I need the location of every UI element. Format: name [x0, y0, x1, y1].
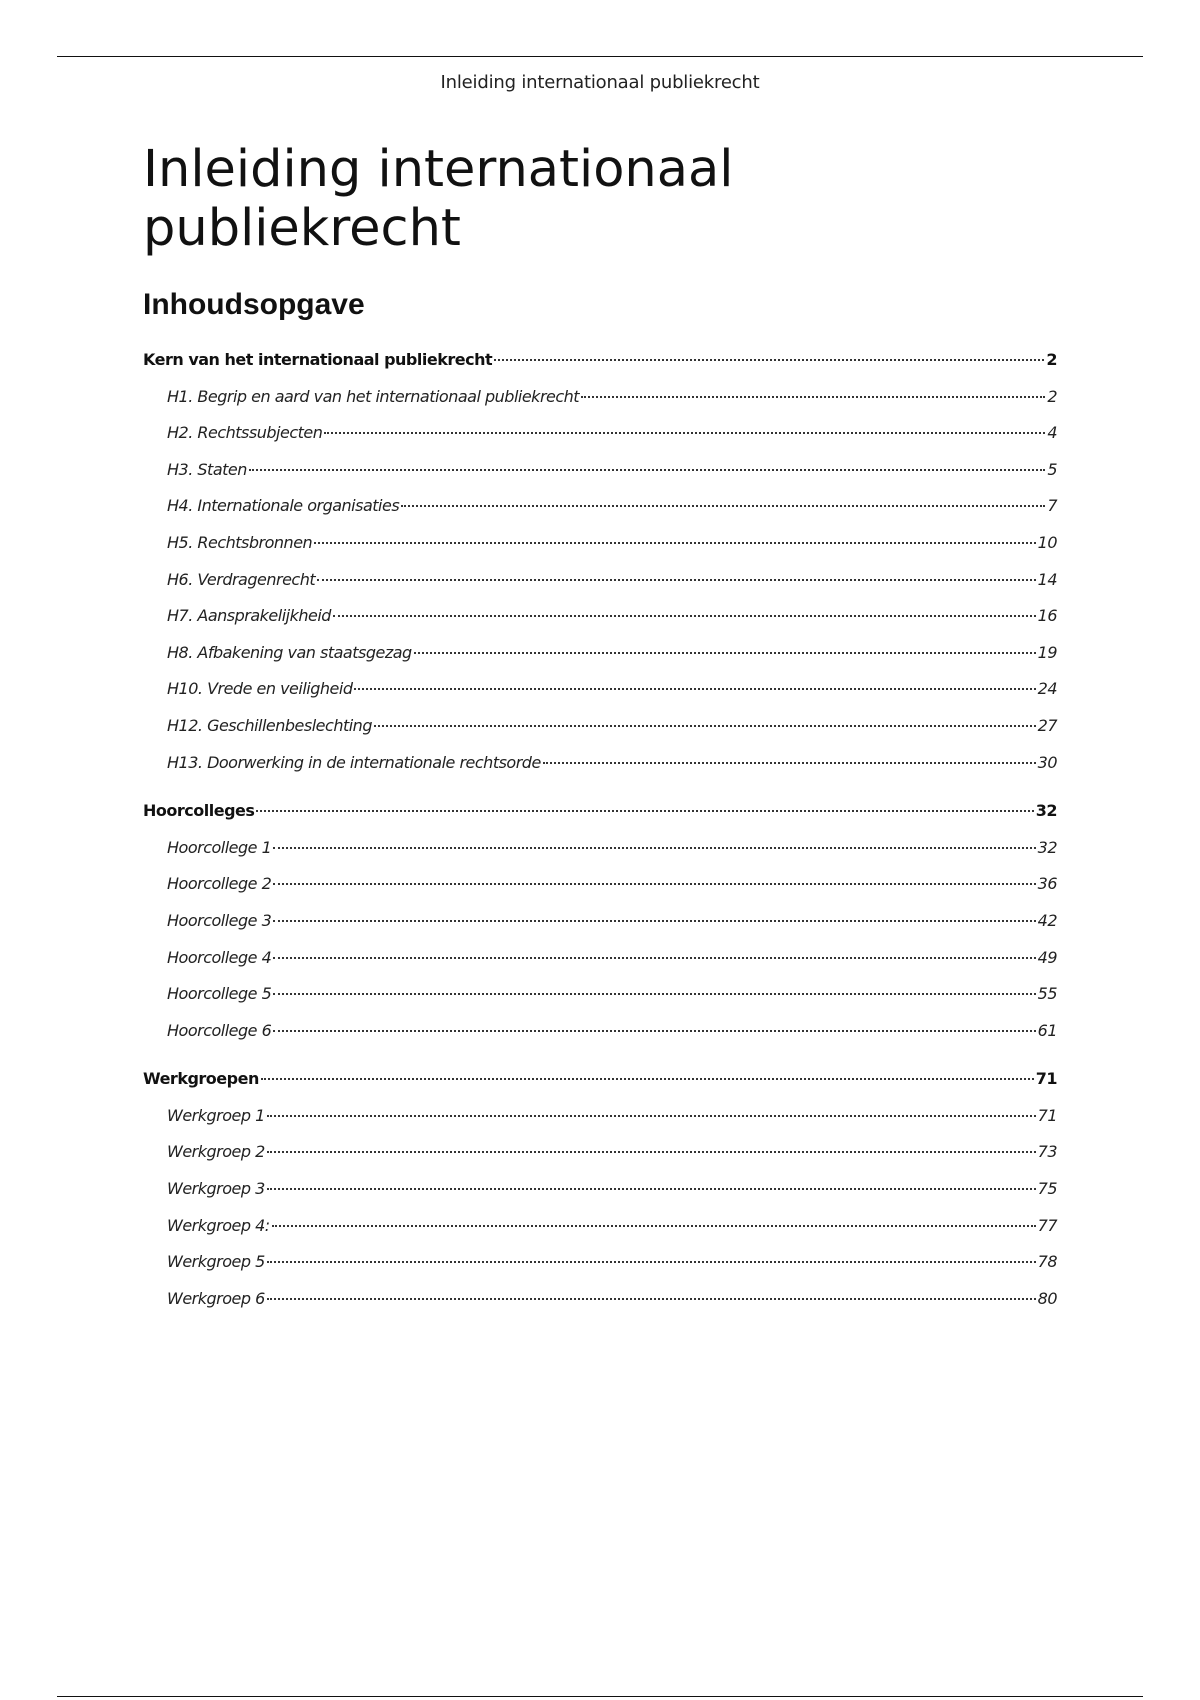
toc-entry-label: H5. Rechtsbronnen: [167, 532, 313, 552]
toc-entry-page-number: 16: [1037, 606, 1057, 626]
toc-dot-leader: [581, 396, 1045, 398]
toc-dot-leader: [267, 1188, 1036, 1190]
toc-entry-page-number: 42: [1037, 910, 1057, 930]
toc-entry-label: Hoorcollege 3: [167, 910, 272, 930]
toc-entry-page-number: 80: [1037, 1288, 1057, 1308]
toc-dot-leader: [273, 847, 1035, 849]
toc-entry-link[interactable]: [143, 1179, 1057, 1216]
toc-dot-leader: [414, 652, 1036, 654]
toc-dot-leader: [261, 1078, 1034, 1080]
toc-dot-leader: [354, 688, 1035, 690]
toc-entry-label: H2. Rechtssubjecten: [167, 423, 323, 443]
toc-dot-leader: [273, 883, 1035, 885]
toc-entry-link[interactable]: [143, 1252, 1057, 1289]
toc-entry-label: H8. Afbakening van staatsgezag: [167, 642, 412, 662]
toc-section-label: Werkgroepen: [143, 1069, 259, 1089]
toc-entry-label: Hoorcollege 6: [167, 1020, 272, 1040]
toc-entry-label: H10. Vrede en veiligheid: [167, 679, 353, 699]
toc-entry-link[interactable]: [143, 1289, 1057, 1326]
toc-entry-page-number: 49: [1037, 947, 1057, 967]
toc-entry-label: H12. Geschillenbeslechting: [167, 715, 372, 735]
toc-section: [143, 1069, 1057, 1325]
toc-dot-leader: [374, 725, 1036, 727]
toc-entry-page-number: 24: [1037, 679, 1057, 699]
toc-dot-leader: [273, 1030, 1035, 1032]
toc-entry-link[interactable]: [143, 643, 1057, 680]
toc-entry-page-number: 27: [1037, 715, 1057, 735]
toc-entry-page-number: 10: [1037, 532, 1057, 552]
toc-entry-label: H6. Verdragenrecht: [167, 569, 316, 589]
toc-dot-leader: [543, 762, 1036, 764]
toc-entry-label: Werkgroep 5: [167, 1252, 265, 1272]
toc-entry-page-number: 32: [1037, 837, 1057, 857]
toc-heading: Inhoudsopgave: [143, 288, 365, 321]
toc-entry-link[interactable]: [143, 753, 1057, 790]
toc-section: [143, 350, 1057, 789]
toc-entry-link[interactable]: [143, 838, 1057, 875]
toc-entry-label: Werkgroep 1: [167, 1105, 265, 1125]
toc-section-label: Kern van het internationaal publiekrecht: [143, 350, 493, 369]
toc-entry-link[interactable]: [143, 1216, 1057, 1253]
toc-entry-link[interactable]: [143, 1142, 1057, 1179]
toc-entry-page-number: 14: [1037, 569, 1057, 589]
toc-section-link[interactable]: [143, 801, 1057, 838]
toc-entry-page-number: 75: [1037, 1179, 1057, 1199]
table-of-contents: [143, 350, 1057, 1325]
toc-dot-leader: [267, 1115, 1036, 1117]
toc-entry-label: H1. Begrip en aard van het internationaal publiekrecht: [167, 386, 580, 406]
toc-entry-page-number: 7: [1047, 496, 1057, 516]
toc-entry-label: Hoorcollege 1: [167, 837, 272, 857]
toc-entry-label: Hoorcollege 5: [167, 984, 272, 1004]
toc-dot-leader: [256, 810, 1033, 812]
toc-dot-leader: [272, 1225, 1036, 1227]
toc-entry-label: Hoorcollege 4: [167, 947, 272, 967]
toc-dot-leader: [333, 615, 1036, 617]
toc-entry-page-number: 77: [1037, 1215, 1057, 1235]
toc-entry-link[interactable]: [143, 423, 1057, 460]
toc-entry-link[interactable]: [143, 496, 1057, 533]
toc-entry-page-number: 71: [1037, 1105, 1057, 1125]
footer-rule: [57, 1696, 1143, 1697]
toc-dot-leader: [494, 359, 1044, 361]
toc-section: [143, 801, 1057, 1057]
toc-section-label: Hoorcolleges: [143, 801, 255, 821]
toc-entry-page-number: 61: [1037, 1020, 1057, 1040]
toc-entry-page-number: 55: [1037, 984, 1057, 1004]
toc-entry-label: H3. Staten: [167, 459, 247, 479]
toc-dot-leader: [267, 1151, 1036, 1153]
toc-dot-leader: [314, 542, 1035, 544]
toc-entry-link[interactable]: [143, 716, 1057, 753]
toc-section-page-number: 32: [1035, 801, 1057, 821]
toc-entry-label: Werkgroep 2: [167, 1142, 265, 1162]
toc-entry-page-number: 36: [1037, 874, 1057, 894]
toc-entry-label: H7. Aansprakelijkheid: [167, 606, 331, 626]
toc-entry-page-number: 2: [1047, 386, 1057, 406]
toc-section-link[interactable]: [143, 350, 1057, 387]
toc-dot-leader: [249, 469, 1045, 471]
toc-entry-link[interactable]: [143, 911, 1057, 948]
toc-entry-label: Werkgroep 3: [167, 1179, 265, 1199]
toc-section-link[interactable]: [143, 1069, 1057, 1106]
toc-entry-page-number: 5: [1047, 459, 1057, 479]
toc-entry-label: Werkgroep 4:: [167, 1215, 270, 1235]
toc-entry-label: Werkgroep 6: [167, 1288, 265, 1308]
toc-entry-label: H4. Internationale organisaties: [167, 496, 400, 516]
toc-entry-link[interactable]: [143, 460, 1057, 497]
toc-entry-page-number: 30: [1037, 752, 1057, 772]
toc-dot-leader: [324, 432, 1045, 434]
toc-dot-leader: [273, 920, 1035, 922]
toc-entry-link[interactable]: [143, 387, 1057, 424]
toc-entry-label: Hoorcollege 2: [167, 874, 272, 894]
toc-entry-page-number: 19: [1037, 642, 1057, 662]
document-title: Inleiding internationaal publiekrecht: [143, 140, 734, 258]
toc-entry-link[interactable]: [143, 984, 1057, 1021]
toc-dot-leader: [273, 993, 1035, 995]
toc-entry-link[interactable]: [143, 533, 1057, 570]
toc-entry-link[interactable]: [143, 570, 1057, 607]
toc-entry-link[interactable]: [143, 874, 1057, 911]
toc-section-page-number: 71: [1035, 1069, 1057, 1089]
toc-dot-leader: [267, 1298, 1036, 1300]
toc-dot-leader: [401, 505, 1045, 507]
toc-section-page-number: 2: [1046, 350, 1057, 369]
toc-entry-page-number: 73: [1037, 1142, 1057, 1162]
toc-entry-link[interactable]: [143, 606, 1057, 643]
toc-dot-leader: [267, 1261, 1036, 1263]
toc-dot-leader: [273, 957, 1035, 959]
toc-entry-page-number: 4: [1047, 423, 1057, 443]
toc-dot-leader: [317, 579, 1036, 581]
toc-entry-page-number: 78: [1037, 1252, 1057, 1272]
running-header: Inleiding internationaal publiekrecht: [440, 72, 760, 93]
toc-entry-link[interactable]: [143, 1106, 1057, 1143]
header-rule: [57, 56, 1143, 57]
toc-entry-label: H13. Doorwerking in de internationale rechtsorde: [167, 752, 541, 772]
toc-entry-link[interactable]: [143, 1021, 1057, 1058]
toc-entry-link[interactable]: [143, 679, 1057, 716]
toc-entry-link[interactable]: [143, 948, 1057, 985]
